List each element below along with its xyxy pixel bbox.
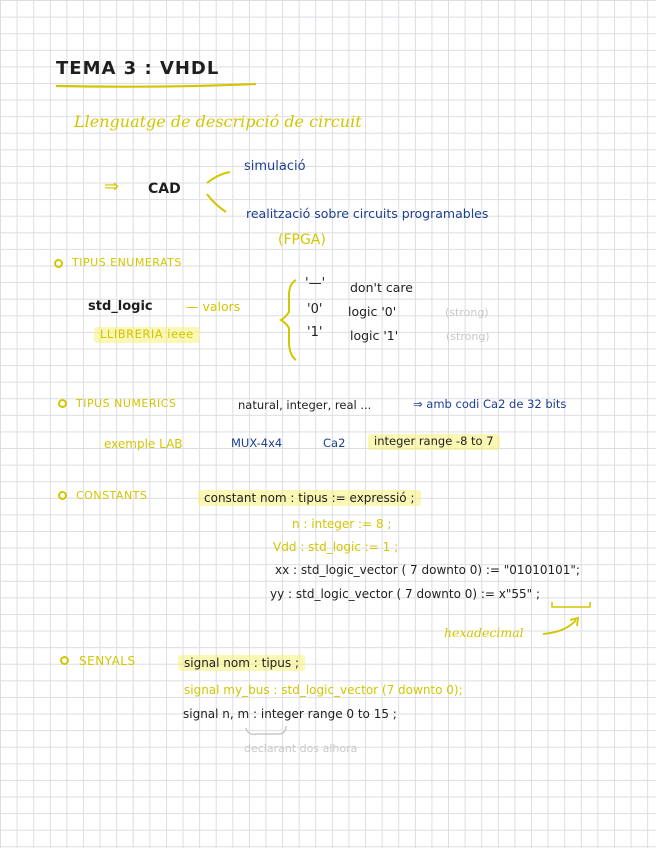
hex-note: hexadecimal [444, 625, 524, 640]
example-label: exemple LAB [104, 437, 183, 451]
enum-desc-2: logic '1' [350, 328, 399, 343]
constant-line-1: Vdd : std_logic := 1 ; [273, 540, 399, 554]
page-subtitle: Llenguatge de descripció de circuit [74, 112, 362, 131]
example-range: integer range -8 to 7 [368, 434, 500, 450]
cad-simulacio: simulació [244, 159, 306, 174]
constant-line-3: yy : std_logic_vector ( 7 downto 0) := x"55" ; [270, 587, 541, 601]
constants-syntax: constant nom : tipus := expressió ; [198, 490, 421, 506]
enum-desc-1: logic '0' [348, 304, 397, 319]
enum-sym-1: '0' [307, 302, 323, 317]
constants-heading: CONSTANTS [76, 489, 148, 502]
cad-fpga: (FPGA) [278, 232, 326, 248]
enums-bullet [54, 259, 63, 268]
numerics-types: natural, integer, real ... [238, 398, 372, 412]
cad-branch-lower [207, 194, 226, 212]
constant-line-0: n : integer := 8 ; [292, 517, 392, 531]
enum-note-1: (strong) [445, 306, 489, 319]
title-underline [56, 84, 256, 87]
enum-brace [281, 280, 296, 360]
hex-curved-arrow [543, 620, 576, 634]
enum-note-2: (strong) [446, 330, 490, 343]
cad-label: CAD [148, 181, 181, 197]
enums-type: std_logic [88, 299, 153, 314]
signals-heading: SENYALS [79, 654, 136, 668]
enum-sym-0: '—' [305, 276, 326, 291]
constant-line-2: xx : std_logic_vector ( 7 downto 0) := "01010101"; [275, 563, 580, 577]
cad-arrow-icon: ⇒ [104, 176, 120, 197]
cad-realitzacio: realització sobre circuits programables [246, 206, 489, 221]
numerics-heading: TIPUS NUMERICS [76, 397, 177, 410]
signal-line-2: signal n, m : integer range 0 to 15 ; [183, 707, 397, 721]
page-title: TEMA 3 : VHDL [56, 58, 220, 79]
numerics-bullet [58, 399, 67, 408]
signals-syntax: signal nom : tipus ; [178, 655, 305, 671]
signals-bullet [60, 656, 69, 665]
cad-branch-upper [207, 172, 230, 183]
enums-libreria: LLIBRERIA ieee [94, 327, 200, 343]
constants-bullet [58, 491, 67, 500]
enum-sym-2: '1' [307, 325, 323, 340]
enum-desc-0: don't care [350, 280, 413, 295]
enums-heading: TIPUS ENUMERATS [72, 256, 182, 269]
signals-note: declarant dos alhora [244, 742, 358, 755]
signal-line-1: signal my_bus : std_logic_vector (7 downto 0); [184, 683, 463, 697]
numerics-arrow-note: ⇒ amb codi Ca2 de 32 bits [413, 397, 567, 411]
enums-valors: — valors [186, 299, 241, 314]
hex-bracket [552, 602, 590, 607]
nm-bracket [246, 726, 286, 734]
example-ca2: Ca2 [323, 436, 346, 450]
example-mux: MUX-4x4 [231, 436, 283, 450]
